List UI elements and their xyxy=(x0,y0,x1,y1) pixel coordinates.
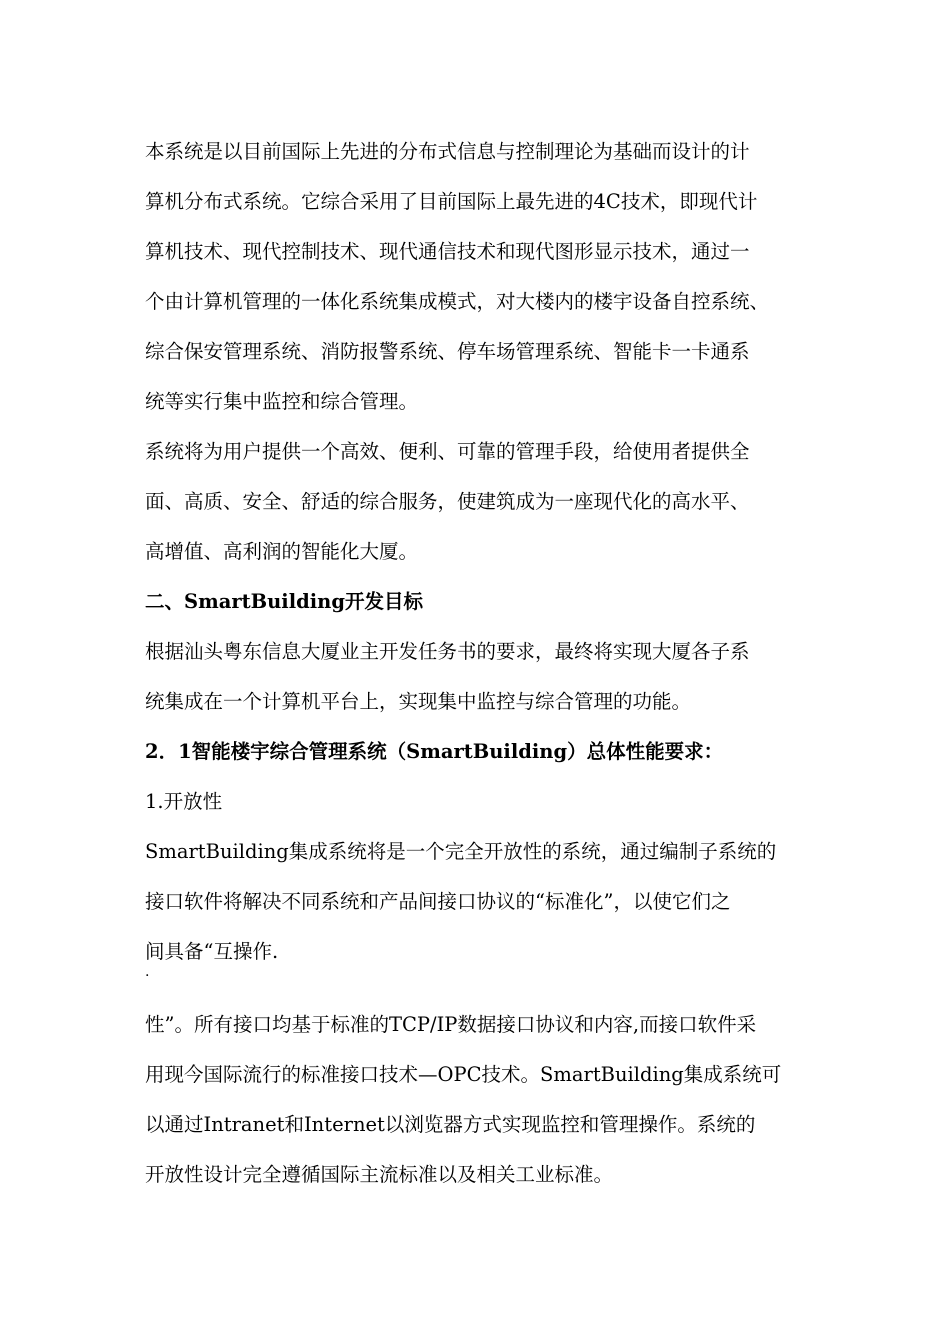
subsection-heading-performance xyxy=(145,727,810,777)
item-heading-openness xyxy=(145,777,810,827)
goal-paragraph xyxy=(145,627,810,727)
interface-paragraph xyxy=(145,1000,810,1200)
text-line: 个由计算机管理的一体化系统集成模式，对大楼内的楼宇设备自控系统、 xyxy=(145,290,770,313)
text-line: 本系统是以目前国际上先进的分布式信息与控制理论为基础而设计的计 xyxy=(145,140,750,163)
text-line: 面、高质、安全、舒适的综合服务，使建筑成为一座现代化的高水平、 xyxy=(145,490,750,513)
text-line: 用现今国际流行的标准接口技术—OPC技术。SmartBuilding集成系统可 xyxy=(145,1063,782,1086)
separator-dot: . xyxy=(145,964,150,980)
service-paragraph xyxy=(145,427,810,577)
text-line: 以通过Intranet和Internet以浏览器方式实现监控和管理操作。系统的 xyxy=(145,1113,756,1136)
heading-text: 2．1智能楼宇综合管理系统（SmartBuilding）总体性能要求： xyxy=(145,740,724,763)
text-line: 性”。所有接口均基于标准的TCP/IP数据接口协议和内容,而接口软件采 xyxy=(145,1013,757,1036)
text-line: 统集成在一个计算机平台上，实现集中监控与综合管理的功能。 xyxy=(145,690,692,713)
text-line: 系统将为用户提供一个高效、便利、可靠的管理手段，给使用者提供全 xyxy=(145,440,750,463)
openness-paragraph xyxy=(145,827,810,977)
text-line: 根据汕头粤东信息大厦业主开发任务书的要求，最终将实现大厦各子系 xyxy=(145,640,750,663)
text-line: 高增值、高利润的智能化大厦。 xyxy=(145,540,419,563)
text-line: SmartBuilding集成系统将是一个完全开放性的系统，通过编制子系统的 xyxy=(145,840,777,863)
text-line: 统等实行集中监控和综合管理。 xyxy=(145,390,419,413)
text-line: 间具备“互操作. xyxy=(145,940,279,963)
heading-text: 1.开放性 xyxy=(145,790,223,813)
intro-paragraph xyxy=(145,127,810,427)
heading-text: 二、SmartBuilding开发目标 xyxy=(145,590,423,613)
text-line: 算机分布式系统。它综合采用了目前国际上最先进的4C技术，即现代计 xyxy=(145,190,758,213)
text-line: 算机技术、现代控制技术、现代通信技术和现代图形显示技术，通过一 xyxy=(145,240,750,263)
text-line: 接口软件将解决不同系统和产品间接口协议的“标准化”，以使它们之 xyxy=(145,890,731,913)
text-line: 综合保安管理系统、消防报警系统、停车场管理系统、智能卡一卡通系 xyxy=(145,340,750,363)
section-heading-development-goal xyxy=(145,577,810,627)
text-line: 开放性设计完全遵循国际主流标准以及相关工业标准。 xyxy=(145,1163,614,1186)
